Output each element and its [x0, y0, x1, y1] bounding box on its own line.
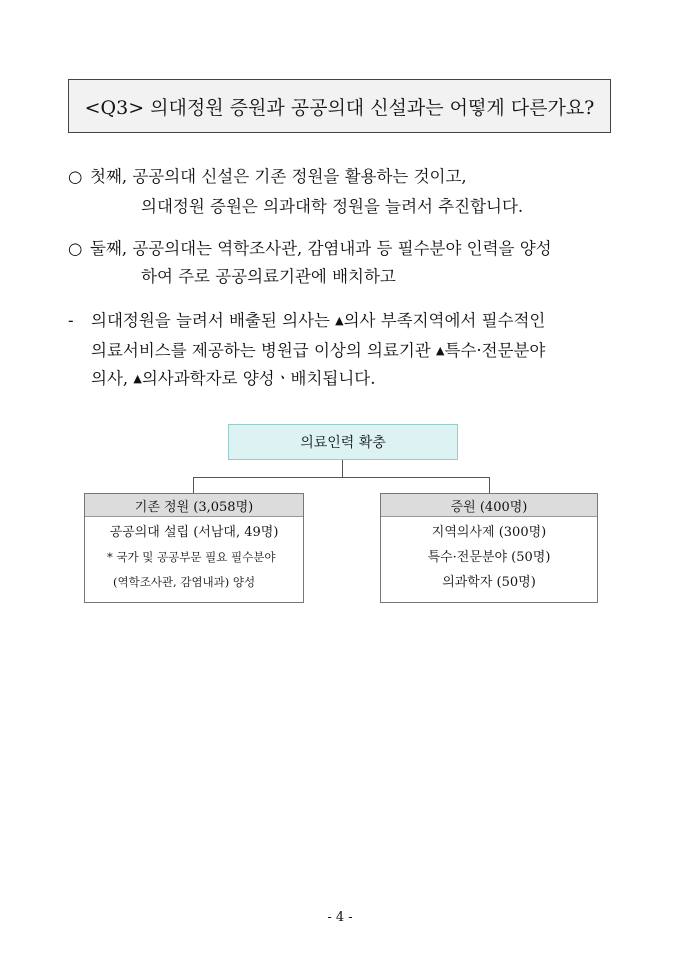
paragraph-3-text-1b: 의사 부족지역에서 필수적인 — [343, 311, 546, 330]
paragraph-3-text-3b: 의사과학자로 양성ㆍ배치됩니다. — [141, 369, 376, 388]
paragraph-3-text-2b: 특수·전문분야 — [444, 341, 546, 360]
dash-bullet: - — [68, 311, 74, 330]
existing-quota-box — [84, 493, 304, 603]
paragraph-3-text-1a: 의대정원을 늘려서 배출된 의사는 — [91, 311, 336, 330]
circle-bullet: ○ — [68, 167, 83, 186]
existing-quota-row-2: * 국가 및 공공부문 필요 필수분야 — [107, 550, 276, 564]
diagram-root-label: 의료인력 확충 — [300, 435, 386, 451]
connector-left-drop — [193, 477, 194, 493]
paragraph-3-text-2a: 의료서비스를 제공하는 병원급 이상의 의료기관 — [91, 341, 437, 360]
triangle-icon: ▲ — [133, 372, 142, 385]
connector-horizontal — [193, 477, 490, 478]
paragraph-2-line-2: 하여 주로 공공의료기관에 배치하고 — [141, 267, 396, 286]
triangle-icon: ▲ — [436, 344, 445, 357]
question-title: <Q3> 의대정원 증원과 공공의대 신설과는 어떻게 다른가요? — [84, 96, 595, 119]
circle-bullet: ○ — [68, 239, 83, 258]
existing-quota-header: 기존 정원 (3,058명) — [85, 494, 303, 517]
paragraph-1-text-1: 첫째, 공공의대 신설은 기존 정원을 활용하는 것이고, — [90, 167, 467, 186]
paragraph-1-line-2: 의대정원 증원은 의과대학 정원을 늘려서 추진합니다. — [141, 197, 524, 216]
increase-quota-row-1: 지역의사제 (300명) — [431, 525, 547, 540]
existing-quota-row-3: (역학조사관, 감염내과) 양성 — [113, 575, 256, 589]
paragraph-2-text-1: 둘째, 공공의대는 역학조사관, 감염내과 등 필수분야 인력을 양성 — [90, 239, 552, 258]
increase-quota-row-3: 의과학자 (50명) — [442, 575, 536, 590]
connector-vertical-top — [342, 460, 343, 477]
diagram-root-box — [228, 424, 458, 460]
increase-quota-row-2: 특수·전문분야 (50명) — [427, 550, 551, 565]
increase-quota-header: 증원 (400명) — [381, 494, 597, 517]
existing-quota-row-1: 공공의대 설립 (서남대, 49명) — [109, 525, 279, 540]
triangle-icon: ▲ — [335, 314, 344, 327]
paragraph-3-text-3a: 의사, — [91, 369, 134, 388]
increase-quota-box — [380, 493, 598, 603]
connector-right-drop — [489, 477, 490, 493]
page-number: - 4 - — [327, 910, 353, 925]
